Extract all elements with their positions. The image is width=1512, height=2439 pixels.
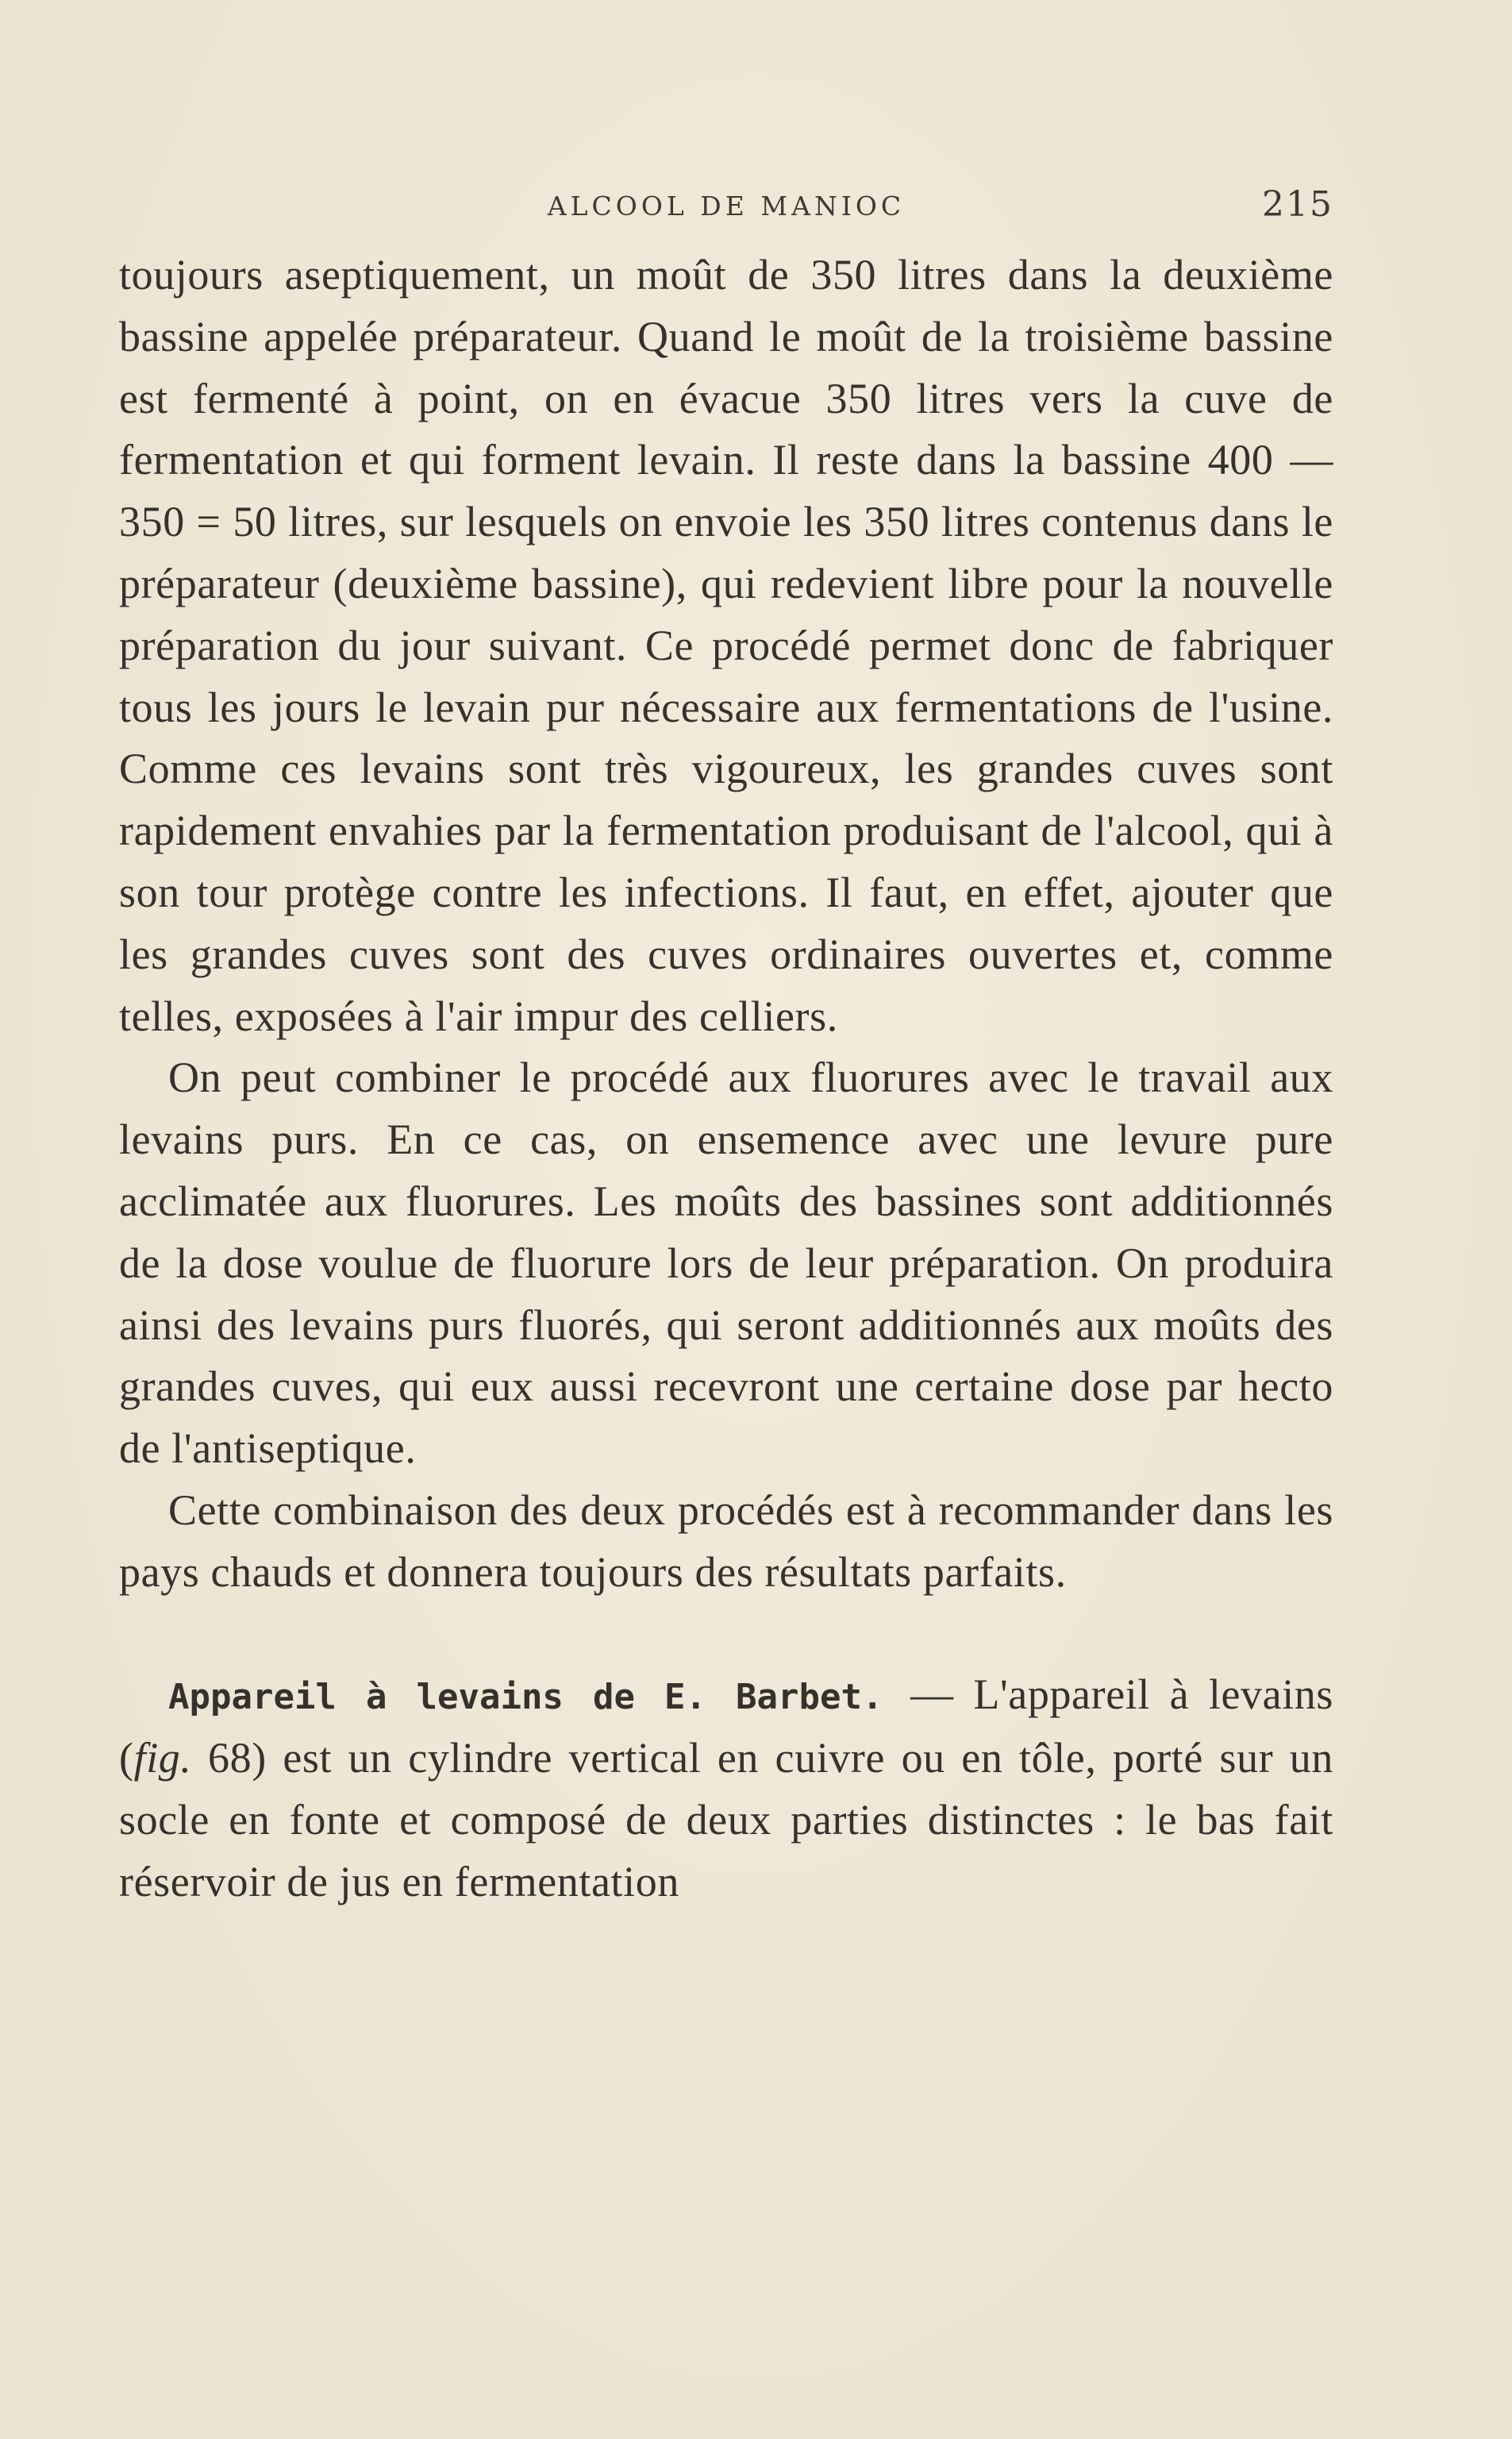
figure-reference: fig. bbox=[133, 1734, 192, 1782]
body-text bbox=[119, 245, 1333, 1913]
section-heading: Appareil à levains de E. Barbet. bbox=[168, 1676, 883, 1717]
running-head bbox=[119, 184, 1333, 232]
em-dash: — bbox=[910, 1670, 954, 1718]
running-title: ALCOOL DE MANIOC bbox=[547, 191, 906, 222]
page-number: 215 bbox=[1262, 184, 1333, 225]
paragraph-continued: toujours aseptiquement, un moût de 350 litres dans la deuxième bassine appelée préparateur. Quand le moût de la troisième bassine est fermenté à point, on en évacue 350 litres vers la cuve de fermentation et qui forment levain. Il reste dans la bassine 400 — 350 = 50 litres, sur lesquels on envoie les 350 litres contenus dans le préparateur (deuxième bassine), qui redevient libre pour la nouvelle préparation du jour suivant. Ce procédé permet donc de fabriquer tous les jours le levain pur nécessaire aux fermentations de l'usine. Comme ces levains sont très vigoureux, les grandes cuves sont rapidement envahies par la fermentation produisant de l'alcool, qui à son tour protège contre les infections. Il faut, en effet, ajouter que les grandes cuves sont des cuves ordinaires ouvertes et, comme telles, exposées à l'air impur des celliers. bbox=[119, 251, 1333, 1040]
paragraph-fluorures: On peut combiner le procédé aux fluorures avec le travail aux levains purs. En ce cas, on ensemence avec une levure pure acclimatée aux fluorures. Les moûts des bassines sont additionnés de la dose voulue de fluorure lors de leur préparation. On produira ainsi des levains purs fluorés, qui seront additionnés aux moûts des grandes cuves, qui eux aussi recevront une certaine dose par hecto de l'antiseptique. bbox=[119, 1054, 1333, 1473]
section-text-rest: 68) est un cylindre vertical en cuivre ou en tôle, porté sur un socle en fonte et composé de deux parties distinctes : le bas fait réservoir de jus en fermentation bbox=[119, 1734, 1333, 1905]
paragraph-combinaison: Cette combinaison des deux procédés est à recommander dans les pays chauds et donnera toujours des résultats parfaits. bbox=[119, 1485, 1333, 1596]
section-text-start: L'appareil à levains ( bbox=[119, 1670, 1334, 1782]
section-paragraph bbox=[119, 1664, 1333, 1913]
